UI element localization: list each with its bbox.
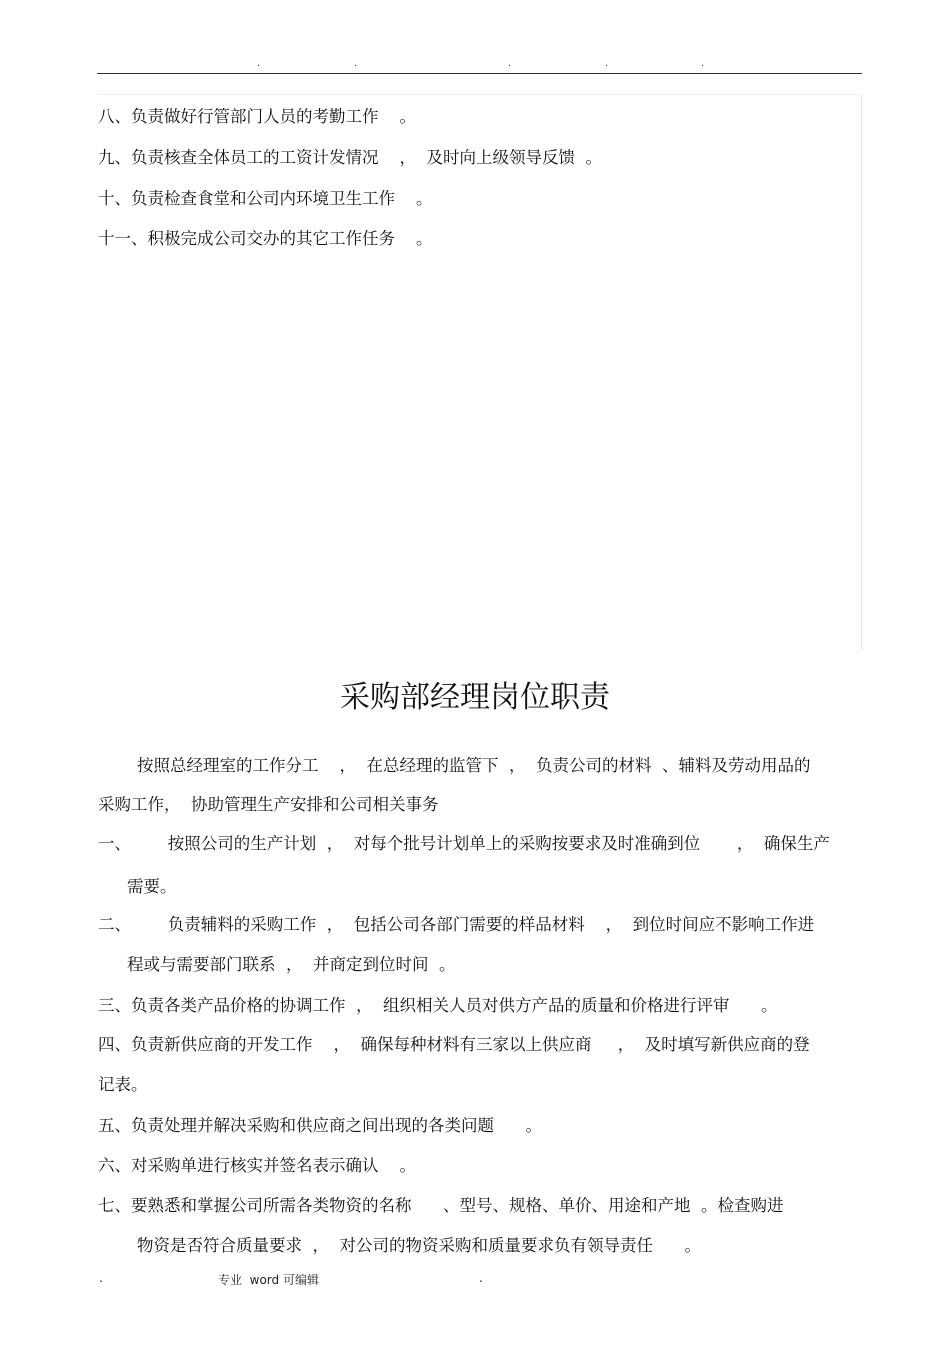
content-frame-top [97,94,862,95]
header-dot: . [605,58,609,69]
header-dot: . [508,58,512,69]
duty-item-4: 四、负责新供应商的开发工作 ， 确保每种材料有三家以上供应商 ， 及时填写新供应商的登 [98,1035,810,1054]
header-dot: . [354,58,358,69]
intro-line: 采购工作， 协助管理生产安排和公司相关事务 [98,795,439,814]
duty-item-2-cont: 程或与需要部门联系 ， 并商定到位时间 。 [127,955,456,974]
header-dot: . [701,58,705,69]
footer-dot-left: . [99,1271,103,1285]
duty-item-11: 十一、积极完成公司交办的其它工作任务 。 [98,229,433,248]
duty-item-1: 一、 按照公司的生产计划 ， 对每个批号计划单上的采购按要求及时准确到位 ， 确保生产 [98,834,830,853]
duty-item-4-cont: 记表。 [98,1075,148,1094]
header-dots [0,58,950,72]
duty-item-9: 九、负责核查全体员工的工资计发情况 ， 及时向上级领导反馈 。 [98,148,602,167]
duty-item-8: 八、负责做好行管部门人员的考勤工作 。 [98,107,416,126]
duty-item-10: 十、负责检查食堂和公司内环境卫生工作 。 [98,189,433,208]
section-title: 采购部经理岗位职责 [340,680,610,715]
duty-item-5: 五、负责处理并解决采购和供应商之间出现的各类问题 。 [98,1116,542,1135]
duty-item-6: 六、对采购单进行核实并签名表示确认 。 [98,1156,416,1175]
duty-item-1-cont: 需要。 [127,877,177,896]
duty-item-3: 三、负责各类产品价格的协调工作 ， 组织相关人员对供方产品的质量和价格进行评审 。 [98,996,778,1015]
duty-item-2: 二、 负责辅料的采购工作 ， 包括公司各部门需要的样品材料 ， 到位时间应不影响工作进 [98,915,815,934]
header-dot: . [257,58,261,69]
intro-line: 按照总经理室的工作分工 ， 在总经理的监管下 ， 负责公司的材料 、辅料及劳动用品的 [137,756,811,775]
duty-item-7-cont: 物资是否符合质量要求 ， 对公司的物资采购和质量要求负有领导责任 。 [137,1236,701,1255]
header-rule [97,73,862,74]
footer-dot-right: . [479,1271,483,1285]
footer-text: 专业 word 可编辑 [218,1273,319,1287]
duty-item-7: 七、要熟悉和掌握公司所需各类物资的名称 、型号、规格、单价、用途和产地 。检查购进 [98,1196,784,1215]
content-frame-right [861,95,862,650]
